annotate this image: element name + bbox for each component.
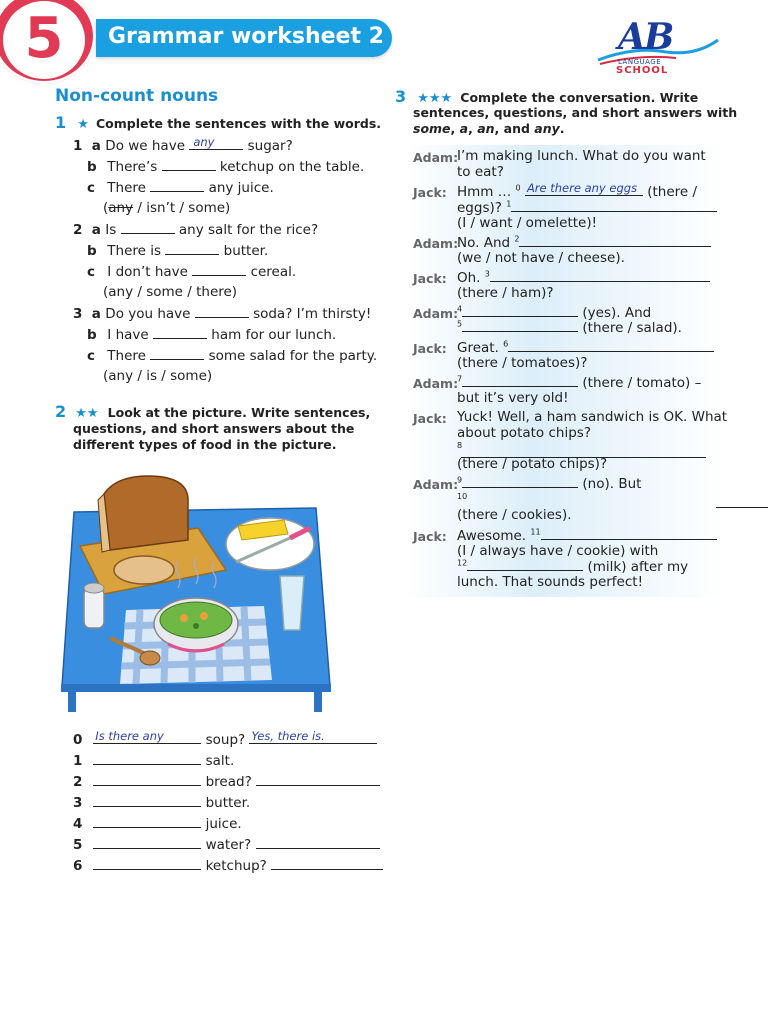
- ex1-instruction: Complete the sentences with the words.: [95, 116, 382, 131]
- answer-field[interactable]: [508, 339, 714, 352]
- logo-language: LANGUAGE: [618, 58, 662, 66]
- answer-field[interactable]: [519, 234, 711, 247]
- ex1-options-1: (any / isn’t / some): [103, 200, 231, 216]
- conv-line: (we / not have / cheese).: [457, 250, 625, 266]
- speaker-jack: Jack:: [413, 271, 447, 286]
- salt-shaker: [84, 588, 104, 628]
- ex1-number: 1: [55, 113, 67, 132]
- conv-line: $^{12}$ (milk) after my: [457, 558, 689, 575]
- conv-line: Hmm … $^0$ Are there any eggs (there /: [457, 181, 698, 200]
- bread-slice: [114, 556, 174, 584]
- answer-field[interactable]: [716, 495, 768, 508]
- conv-line: $^5$ (there / salad).: [457, 319, 682, 336]
- short-answer-field[interactable]: Yes, there is.: [249, 731, 377, 744]
- answer-field[interactable]: Are there any eggs: [525, 183, 643, 196]
- section-title: Non-count nouns: [55, 86, 219, 106]
- speaker-adam: Adam:: [413, 477, 459, 492]
- answer-field[interactable]: [462, 374, 578, 387]
- answer-field[interactable]: [467, 558, 583, 571]
- unit-badge: [0, 0, 96, 84]
- ex3-number: 3: [395, 87, 407, 106]
- ex1-options-3: (any / is / some): [103, 368, 213, 384]
- speaker-adam: Adam:: [413, 306, 459, 321]
- answer-field[interactable]: [93, 794, 201, 807]
- conv-line: about potato chips?: [457, 425, 591, 441]
- ex1-line-1b: b There’s ketchup on the table.: [87, 159, 365, 175]
- speaker-jack: Jack:: [413, 341, 447, 356]
- conv-line: Great. $^6$: [457, 339, 714, 356]
- answer-field[interactable]: [195, 305, 249, 318]
- short-answer-field[interactable]: [256, 836, 380, 849]
- short-answer-field[interactable]: [271, 857, 383, 870]
- ex1-line-3b: b I have ham for our lunch.: [87, 327, 337, 343]
- speaker-adam: Adam:: [413, 150, 459, 165]
- answer-field[interactable]: Is there any: [93, 731, 201, 744]
- answer-field[interactable]: [192, 263, 246, 276]
- worksheet-title: Grammar worksheet 2: [108, 24, 384, 49]
- ex2-item-4: 4 juice.: [73, 816, 242, 832]
- conv-line: but it’s very old!: [457, 390, 569, 406]
- ex1-line-2a: 2 a Is any salt for the rice?: [73, 222, 319, 238]
- conv-sup: 10: [457, 492, 468, 501]
- answer-field[interactable]: [93, 836, 201, 849]
- star-icon: ★★: [75, 406, 99, 421]
- conv-line: $^9$ (no). But: [457, 475, 642, 492]
- ex1-line-1a: 1 a Do we have any sugar?: [73, 135, 293, 154]
- answer-field[interactable]: [511, 199, 717, 212]
- answer-field[interactable]: [93, 752, 201, 765]
- speaker-jack: Jack:: [413, 185, 447, 200]
- conv-line: $^4$ (yes). And: [457, 304, 652, 321]
- ex1-line-3c: c There some salad for the party.: [87, 348, 378, 364]
- star-icon: ★★★: [417, 91, 453, 106]
- ex2-item-1: 1 salt.: [73, 753, 235, 769]
- unit-number: 5: [24, 6, 64, 71]
- ex2-instruction-2: questions, and short answers about the: [73, 421, 355, 436]
- ex2-heading: [55, 402, 370, 422]
- conv-line: Yuck! Well, a ham sandwich is OK. What: [457, 409, 728, 425]
- ex3-heading: [395, 87, 698, 107]
- answer-field[interactable]: [150, 179, 204, 192]
- conv-line: (there / cookies).: [457, 507, 572, 523]
- ex2-item-5: 5 water?: [73, 836, 380, 853]
- ex3-instruction-3: some, a, an, and any.: [413, 121, 565, 136]
- conv-line: $^7$ (there / tomato) –: [457, 374, 702, 391]
- water-glass: [280, 576, 304, 630]
- speaker-adam: Adam:: [413, 376, 459, 391]
- answer-field[interactable]: [93, 815, 201, 828]
- conv-line: to eat?: [457, 164, 504, 180]
- bread-loaf: [104, 476, 188, 550]
- table-leg: [314, 692, 322, 712]
- speaker-jack: Jack:: [413, 411, 447, 426]
- ex3-instruction-2: sentences, questions, and short answers with: [413, 105, 738, 120]
- answer-field[interactable]: [153, 326, 207, 339]
- conv-line: (there / ham)?: [457, 285, 554, 301]
- star-icon: ★: [77, 117, 89, 132]
- ex1-line-1c: c There any juice.: [87, 180, 274, 196]
- conv-line: (I / want / omelette)!: [457, 215, 598, 231]
- conv-line: lunch. That sounds perfect!: [457, 574, 643, 590]
- ex2-item-3: 3 butter.: [73, 795, 251, 811]
- conv-line: Oh. $^3$: [457, 269, 710, 286]
- answer-field[interactable]: [462, 304, 578, 317]
- answer-field[interactable]: [93, 773, 201, 786]
- answer-field[interactable]: [541, 527, 717, 540]
- answer-field[interactable]: [165, 242, 219, 255]
- answer-field[interactable]: [462, 475, 578, 488]
- title-banner: [96, 19, 392, 57]
- school-logo: [596, 18, 720, 78]
- conv-line: I’m making lunch. What do you want: [457, 148, 706, 164]
- answer-field[interactable]: any: [189, 137, 243, 150]
- ex1-heading: [55, 113, 381, 133]
- short-answer-field[interactable]: [256, 773, 380, 786]
- logo-ab: AB: [618, 16, 673, 58]
- answer-field[interactable]: [162, 158, 216, 171]
- ex2-number: 2: [55, 402, 67, 421]
- ex2-item-2: 2 bread?: [73, 773, 380, 790]
- ex2-instruction-1: Look at the picture. Write sentences,: [107, 405, 371, 420]
- answer-field[interactable]: [150, 347, 204, 360]
- conv-line: (I / always have / cookie) with: [457, 543, 659, 559]
- speaker-adam: Adam:: [413, 236, 459, 251]
- conv-line: Awesome. $^{11}$: [457, 527, 717, 544]
- conv-line: (there / potato chips)?: [457, 456, 608, 472]
- table-leg: [68, 692, 76, 712]
- ex1-line-2c: c I don’t have cereal.: [87, 264, 297, 280]
- ex3-instruction-1: Complete the conversation. Write: [460, 90, 699, 105]
- answer-field[interactable]: [121, 221, 175, 234]
- ex2-item-6: 6 ketchup?: [73, 857, 383, 874]
- answer-field[interactable]: [93, 857, 201, 870]
- speaker-jack: Jack:: [413, 529, 447, 544]
- ex2-item-0: 0 Is there any soup? Yes, there is.: [73, 731, 377, 748]
- table-edge: [61, 684, 331, 692]
- conv-sup: 8: [457, 441, 463, 450]
- answer-field[interactable]: [462, 319, 578, 332]
- ex1-options-2: (any / some / there): [103, 284, 238, 300]
- ex1-line-2b: b There is butter.: [87, 243, 269, 259]
- food-picture: [58, 470, 334, 714]
- logo-school: SCHOOL: [616, 65, 669, 76]
- conv-line: (there / tomatoes)?: [457, 355, 588, 371]
- answer-field[interactable]: [490, 269, 710, 282]
- ex1-line-3a: 3 a Do you have soda? I’m thirsty!: [73, 306, 372, 322]
- ex2-instruction-3: different types of food in the picture.: [73, 437, 337, 452]
- conv-line: No. And $^2$: [457, 234, 711, 251]
- conv-line: eggs)? $^1$: [457, 199, 717, 216]
